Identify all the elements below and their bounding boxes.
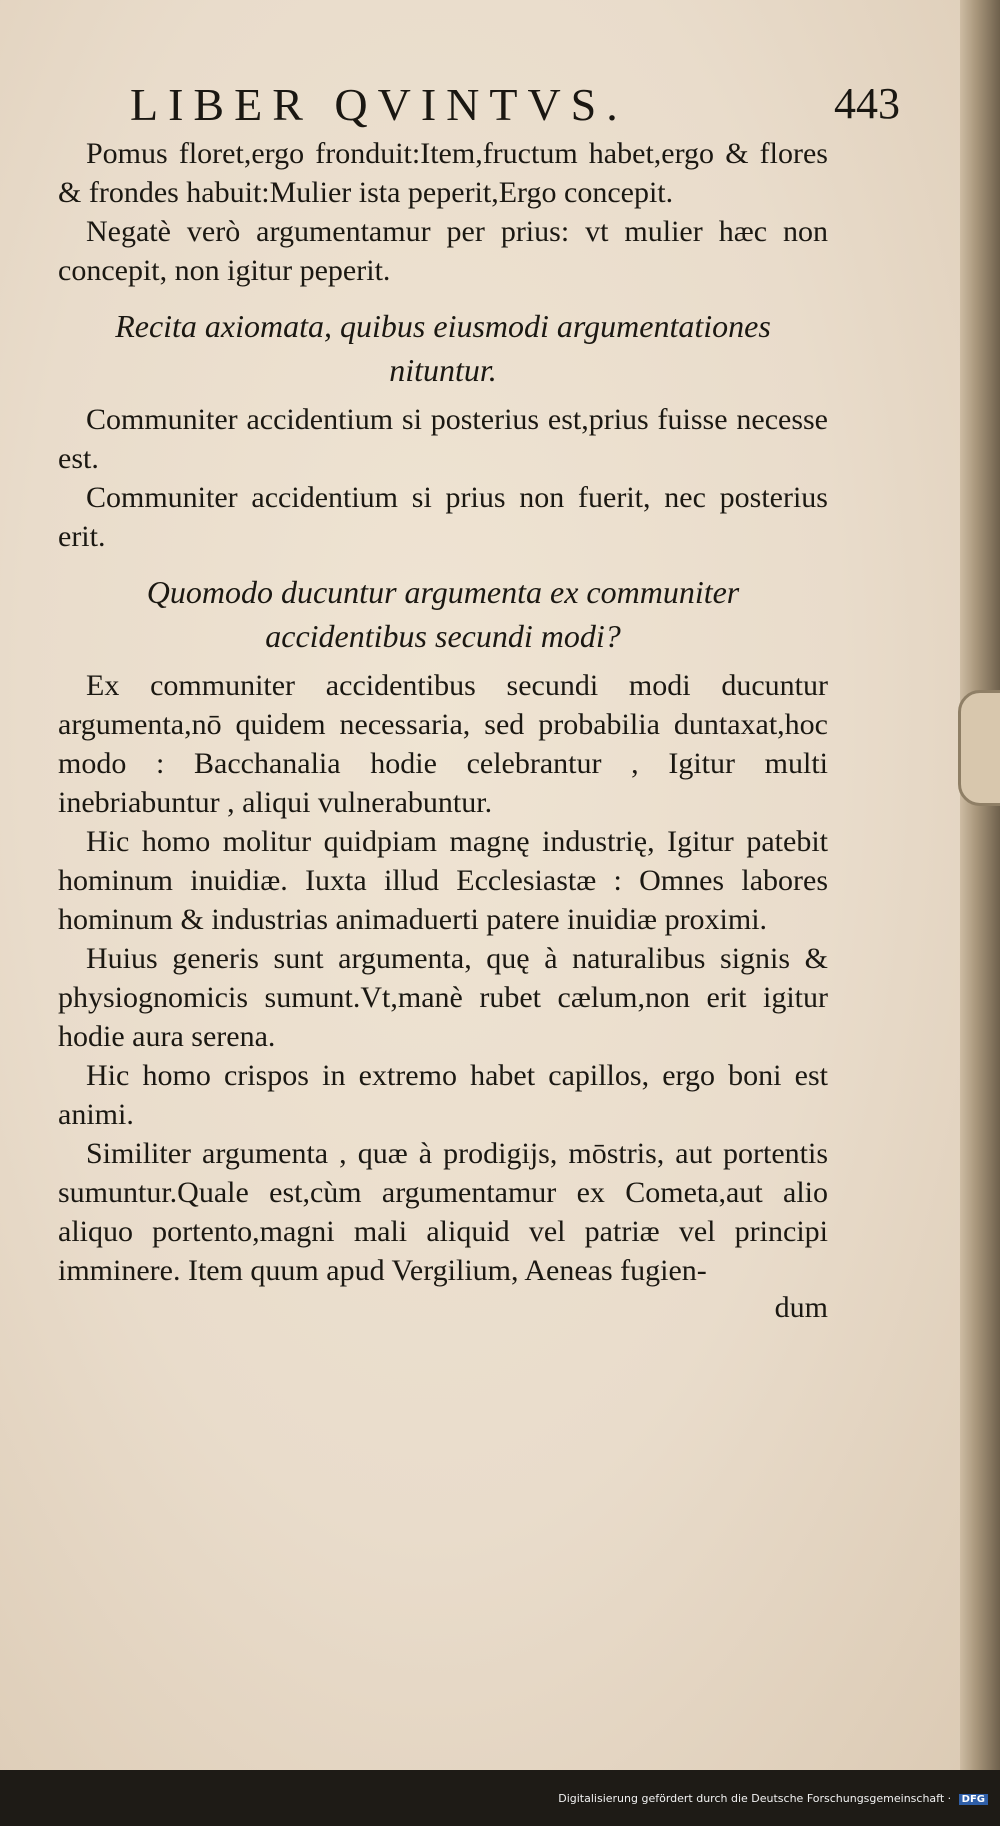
paragraph: Negatè verò argumentamur per prius: vt mulier hæc non concepit, non igitur peperit. <box>58 215 828 287</box>
question-heading: Quomodo ducuntur argumenta ex communiter accidentibus secundi modi? <box>146 574 740 654</box>
paragraph: Pomus floret,ergo fronduit:Item,fructum habet,ergo & flores & frondes habuit:Mulier ista peperit,Ergo concepit. <box>58 137 828 209</box>
page-text <box>58 134 828 1327</box>
paragraph: Similiter argumenta , quæ à prodigijs, mōstris, aut portentis sumuntur.Quale est,cùm argumentamur ex Cometa,aut alio aliquo portento,magni mali aliquid vel patriæ vel principi imminere. Item quum apud Vergilium, Aeneas fugien- <box>58 1137 828 1287</box>
paragraph: Huius generis sunt argumenta, quę à naturalibus signis & physiognomicis sumunt.Vt,manè rubet cælum,non erit igitur hodie aura serena. <box>58 942 828 1053</box>
paragraph: Communiter accidentium si posterius est,prius fuisse necesse est. <box>58 403 828 475</box>
paragraph: Ex communiter accidentibus secundi modi ducuntur argumenta,nō quidem necessaria, sed probabilia duntaxat,hoc modo : Bacchanalia hodie celebrantur , Igitur multi inebriabuntur , aliqui vulnerabuntur. <box>58 669 828 819</box>
paragraph: Hic homo molitur quidpiam magnę industrię, Igitur patebit hominum inuidiæ. Iuxta illud Ecclesiastæ : Omnes labores hominum & industrias animaduerti patere inuidiæ proximi. <box>58 825 828 936</box>
paragraph: Hic homo crispos in extremo habet capillos, ergo boni est animi. <box>58 1059 828 1131</box>
book-fore-edge <box>960 0 1000 1770</box>
paragraph: Communiter accidentium si prius non fuerit, nec posterius erit. <box>58 481 828 553</box>
credit-text: Digitalisierung gefördert durch die Deutsche Forschungsgemeinschaft · <box>558 1792 952 1805</box>
page-header <box>130 78 900 138</box>
question-heading: Recita axiomata, quibus eiusmodi argumentationes nituntur. <box>115 308 771 388</box>
footer-bar <box>0 1770 1000 1826</box>
funding-credit <box>558 1792 988 1805</box>
catchword: dum <box>774 1291 828 1324</box>
dfg-logo-icon: DFG <box>959 1794 988 1805</box>
running-head: LIBER QVINTVS. <box>130 79 628 130</box>
clasp-icon <box>958 690 1000 806</box>
page-number: 443 <box>834 79 900 128</box>
